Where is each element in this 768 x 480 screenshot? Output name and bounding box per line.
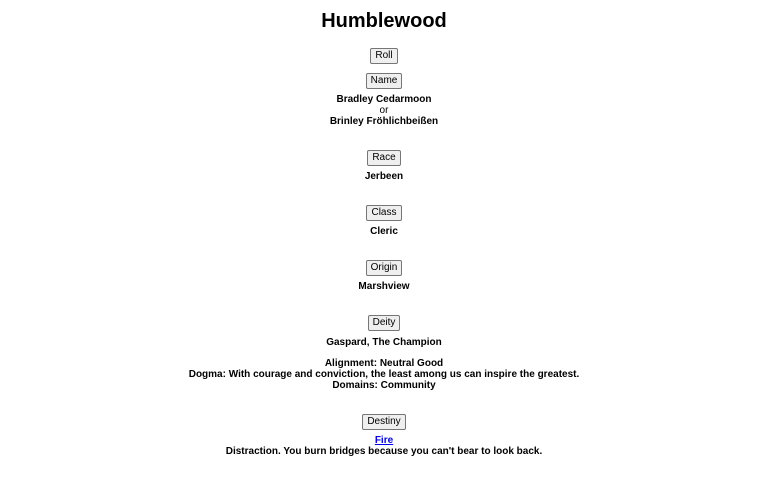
destiny-description: Distraction. You burn bridges because you can't bear to look back. bbox=[225, 446, 543, 457]
name-option-2: Brinley Fröhlichbeißen bbox=[329, 116, 439, 127]
origin-button[interactable]: Origin bbox=[366, 260, 403, 276]
deity-domains: Domains: Community bbox=[332, 380, 436, 391]
page-title: Humblewood bbox=[321, 10, 447, 32]
race-button[interactable]: Race bbox=[367, 150, 400, 166]
name-button[interactable]: Name bbox=[366, 73, 403, 89]
deity-alignment: Alignment: Neutral Good bbox=[324, 358, 444, 369]
name-option-1: Bradley Cedarmoon bbox=[336, 94, 432, 105]
destiny-button[interactable]: Destiny bbox=[362, 414, 405, 430]
deity-name: Gaspard, The Champion bbox=[326, 337, 442, 348]
roll-button[interactable]: Roll bbox=[370, 48, 397, 64]
name-separator: or bbox=[379, 105, 389, 116]
deity-button[interactable]: Deity bbox=[368, 315, 401, 331]
deity-dogma: Dogma: With courage and conviction, the least among us can inspire the greatest. bbox=[188, 369, 580, 380]
race-value: Jerbeen bbox=[364, 171, 404, 182]
class-button[interactable]: Class bbox=[366, 205, 401, 221]
class-value: Cleric bbox=[370, 226, 398, 237]
origin-value: Marshview bbox=[358, 281, 410, 292]
destiny-link[interactable]: Fire bbox=[374, 435, 394, 446]
title-block bbox=[0, 9, 768, 33]
